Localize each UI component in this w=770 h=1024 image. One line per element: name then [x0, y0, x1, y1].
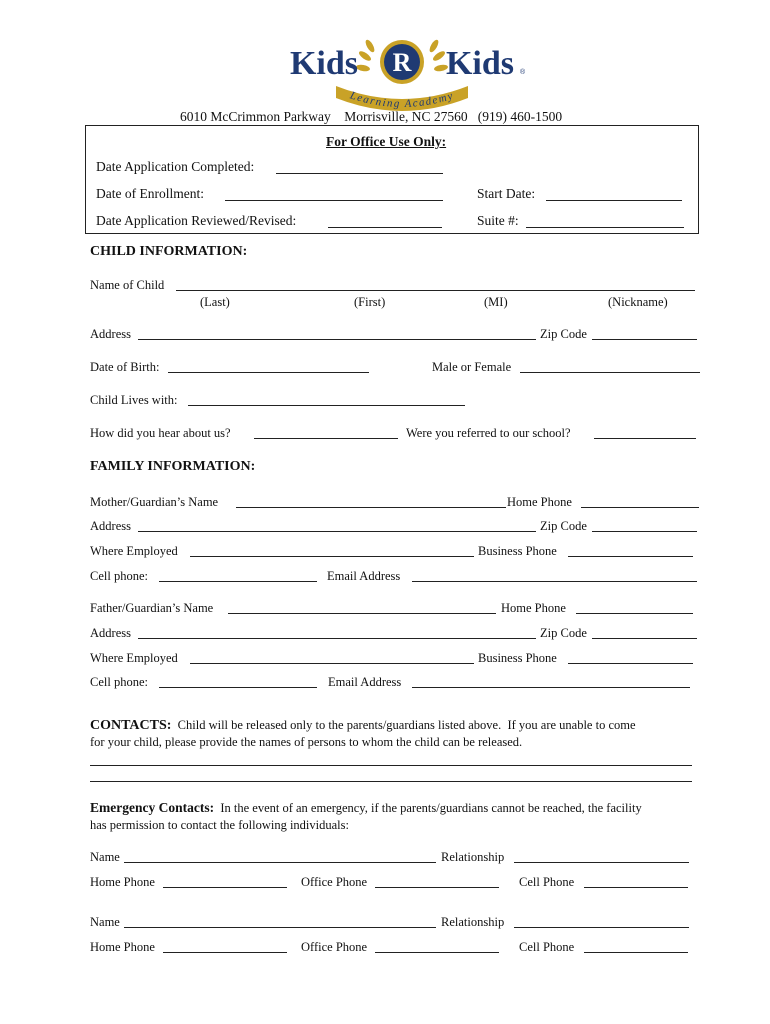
child-info-heading: CHILD INFORMATION:	[90, 244, 248, 259]
father-name-label: Father/Guardian’s Name	[90, 601, 214, 615]
child-zip-field[interactable]	[592, 339, 697, 340]
contacts-heading: CONTACTS:	[90, 718, 172, 733]
ec2-relationship-field[interactable]	[514, 927, 689, 928]
date-enrollment-field[interactable]	[225, 200, 443, 201]
mother-zip-field[interactable]	[592, 531, 697, 532]
suite-field[interactable]	[526, 227, 684, 228]
emergency-heading: Emergency Contacts:	[90, 800, 215, 815]
contacts-field-2[interactable]	[90, 781, 692, 782]
father-name-field[interactable]	[228, 613, 496, 614]
ec2-cell-phone-label: Cell Phone	[519, 940, 575, 954]
ec2-office-phone-field[interactable]	[375, 952, 499, 953]
mother-zip-label: Zip Code	[540, 519, 587, 533]
date-enrollment-label: Date of Enrollment:	[96, 186, 204, 201]
ec2-cell-phone-field[interactable]	[584, 952, 688, 953]
mother-employer-label: Where Employed	[90, 544, 178, 558]
sex-field[interactable]	[520, 372, 700, 373]
ec1-cell-phone-field[interactable]	[584, 887, 688, 888]
mother-address-field[interactable]	[138, 531, 536, 532]
ec1-office-phone-field[interactable]	[375, 887, 499, 888]
mother-business-phone-field[interactable]	[568, 556, 693, 557]
referred-label: Were you referred to our school?	[406, 426, 571, 440]
child-address-field[interactable]	[138, 339, 536, 340]
mother-home-phone-field[interactable]	[581, 507, 699, 508]
emergency-text-2: has permission to contact the following individuals:	[90, 818, 349, 832]
emergency-paragraph-line1	[90, 800, 642, 816]
mother-cell-label: Cell phone:	[90, 569, 148, 583]
mother-email-field[interactable]	[412, 581, 697, 582]
father-home-phone-field[interactable]	[576, 613, 693, 614]
school-address: 6010 McCrimmon Parkway Morrisville, NC 27560 (919) 460-1500	[180, 109, 563, 124]
ribbon-text: Learning Academy	[348, 89, 456, 111]
lives-with-label: Child Lives with:	[90, 393, 178, 407]
father-zip-label: Zip Code	[540, 626, 587, 640]
ec1-relationship-field[interactable]	[514, 862, 689, 863]
family-info-heading: FAMILY INFORMATION:	[90, 459, 256, 474]
child-name-mi-sub: (MI)	[484, 295, 508, 309]
ec1-name-field[interactable]	[124, 862, 436, 863]
hear-about-field[interactable]	[254, 438, 398, 439]
sex-label: Male or Female	[432, 360, 512, 374]
child-name-field[interactable]	[176, 290, 695, 291]
suite-label: Suite #:	[477, 213, 519, 228]
office-title: For Office Use Only:	[326, 134, 447, 149]
child-name-last-sub: (Last)	[200, 295, 230, 309]
mother-business-phone-label: Business Phone	[478, 544, 557, 558]
hear-about-label: How did you hear about us?	[90, 426, 231, 440]
father-employer-field[interactable]	[190, 663, 474, 664]
father-business-phone-label: Business Phone	[478, 651, 557, 665]
child-address-label: Address	[90, 327, 131, 341]
father-home-phone-label: Home Phone	[501, 601, 566, 615]
father-address-field[interactable]	[138, 638, 536, 639]
ec2-home-phone-field[interactable]	[163, 952, 287, 953]
mother-address-label: Address	[90, 519, 131, 533]
ec2-office-phone-label: Office Phone	[301, 940, 368, 954]
father-employer-label: Where Employed	[90, 651, 178, 665]
mother-name-field[interactable]	[236, 507, 506, 508]
child-name-first-sub: (First)	[354, 295, 386, 309]
date-completed-label: Date Application Completed:	[96, 159, 255, 174]
logo-right-word: Kids	[445, 45, 515, 82]
father-cell-label: Cell phone:	[90, 675, 148, 689]
father-email-label: Email Address	[328, 675, 402, 689]
father-email-field[interactable]	[412, 687, 690, 688]
mother-name-label: Mother/Guardian’s Name	[90, 495, 219, 509]
contacts-text-2: for your child, please provide the names of persons to whom the child can be released.	[90, 735, 523, 749]
father-business-phone-field[interactable]	[568, 663, 693, 664]
father-cell-field[interactable]	[159, 687, 317, 688]
ec2-name-label: Name	[90, 915, 120, 929]
registered-mark: ®	[520, 69, 526, 76]
referred-field[interactable]	[594, 438, 696, 439]
child-zip-label: Zip Code	[540, 327, 587, 341]
ec1-name-label: Name	[90, 850, 120, 864]
kids-r-kids-logo	[278, 34, 526, 112]
date-reviewed-label: Date Application Reviewed/Revised:	[96, 213, 297, 228]
logo-left-word: Kids	[289, 45, 359, 82]
dob-label: Date of Birth:	[90, 360, 160, 374]
ec1-home-phone-field[interactable]	[163, 887, 287, 888]
mother-employer-field[interactable]	[190, 556, 474, 557]
father-address-label: Address	[90, 626, 131, 640]
lives-with-field[interactable]	[188, 405, 465, 406]
ec2-home-phone-label: Home Phone	[90, 940, 155, 954]
start-date-field[interactable]	[546, 200, 682, 201]
father-zip-field[interactable]	[592, 638, 697, 639]
emergency-text-1: In the event of an emergency, if the parents/guardians cannot be reached, the facility	[220, 801, 642, 815]
mother-email-label: Email Address	[327, 569, 401, 583]
ec1-home-phone-label: Home Phone	[90, 875, 155, 889]
start-date-label: Start Date:	[477, 186, 536, 201]
child-name-label: Name of Child	[90, 278, 165, 292]
contacts-paragraph-line1	[90, 717, 636, 734]
ec2-name-field[interactable]	[124, 927, 436, 928]
contacts-field-1[interactable]	[90, 765, 692, 766]
logo-center-letter: R	[392, 48, 412, 77]
ec1-cell-phone-label: Cell Phone	[519, 875, 575, 889]
date-completed-field[interactable]	[276, 173, 443, 174]
dob-field[interactable]	[168, 372, 369, 373]
date-reviewed-field[interactable]	[328, 227, 442, 228]
ec1-relationship-label: Relationship	[441, 850, 505, 864]
ec1-office-phone-label: Office Phone	[301, 875, 368, 889]
contacts-text-1: Child will be released only to the parents/guardians listed above. If you are unable to come	[177, 718, 636, 732]
ec2-relationship-label: Relationship	[441, 915, 505, 929]
child-name-nickname-sub: (Nickname)	[608, 295, 668, 309]
mother-cell-field[interactable]	[159, 581, 317, 582]
mother-home-phone-label: Home Phone	[507, 495, 572, 509]
